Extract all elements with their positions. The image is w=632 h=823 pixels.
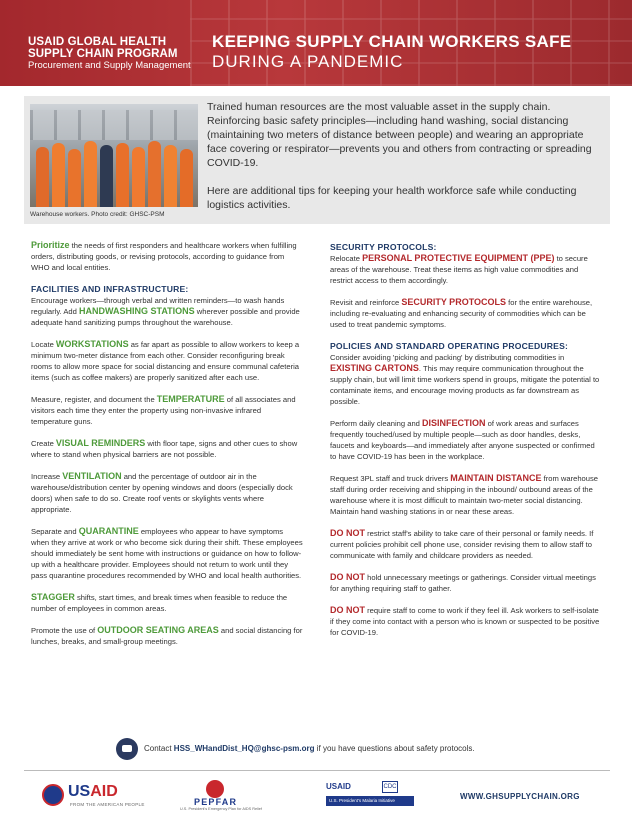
chat-bubble-icon <box>116 738 138 760</box>
existing-cartons-paragraph: Consider avoiding 'picking and packing' by distributing commodities in EXISTING CARTONS. This may require communication throughout the supply chain, but will limit time workers spend in groups, mitigate the potential to contaminate items, and encourage moving products as far downstream as possible. <box>330 353 600 406</box>
maintain-distance-paragraph: Request 3PL staff and truck drivers MAINTAIN DISTANCE from warehouse staff during order receiving and shipping in the inbound/ outbound areas of the warehouse where it is most difficult to maintain two-meter social distancing. Maintain hand washing stations in or near these areas. <box>330 473 599 516</box>
usaid-logo: USAID FROM THE AMERICAN PEOPLE <box>42 784 152 810</box>
security-heading: SECURITY PROTOCOLS: <box>330 242 437 252</box>
org-name-line1: USAID GLOBAL HEALTH <box>28 36 167 48</box>
pmi-logo: USAID CDC U.S. President's Malaria Initiative <box>326 782 422 810</box>
do-not-require-paragraph: DO NOT require staff to come to work if they feel ill. Ask workers to self-isolate if they come into contact with a person who is known or suspected to be positive for COVID-19. <box>330 605 600 637</box>
warehouse-workers-photo <box>30 104 198 207</box>
org-name-line2: SUPPLY CHAIN PROGRAM <box>28 48 178 60</box>
temperature-paragraph: Measure, register, and document the TEMPERATURE of all associates and visitors each time they enter the property using non-invasive infrared temperature guns. <box>31 394 296 426</box>
intro-text <box>207 100 603 212</box>
website-link[interactable]: WWW.GHSUPPLYCHAIN.ORG <box>460 792 580 801</box>
handwashing-paragraph: Encourage workers—through verbal and written reminders—to wash hands regularly. Add HANDWASHING STATIONS wherever possible and provide adequate hand sanitizing pumps throughout the warehouse. <box>31 296 300 327</box>
header-banner <box>0 0 632 86</box>
disinfection-paragraph: Perform daily cleaning and DISINFECTION of work areas and surfaces frequently touched/used by multiple people—such as door handles, desks, faucets and keyboards—and immediately after anyone suspected or confirmed to have COVID-19 has been in the workplace. <box>330 418 595 461</box>
photo-caption: Warehouse workers. Photo credit: GHSC-PSM <box>30 211 165 218</box>
right-column <box>330 240 602 649</box>
policies-heading: POLICIES AND STANDARD OPERATING PROCEDURES: <box>330 341 569 351</box>
page-subtitle: DURING A PANDEMIC <box>212 52 404 71</box>
footer-divider <box>24 770 610 771</box>
quarantine-paragraph: Separate and QUARANTINE employees who appear to have symptoms when they arrive at work or who become sick during their shift. These employees should immediately be sent home with instructions or guidance on how to follow-up with a healthcare provider. Employees should not return to work until they pass quarantine procedures recommended by WHO and local health authorities. <box>31 526 303 580</box>
pepfar-logo: PEPFAR U.S. President's Emergency Plan for AIDS Relief <box>180 780 290 810</box>
intro-paragraph-1: Trained human resources are the most valuable asset in the supply chain. Reinforcing basic safety principles—including hand washing, social distancing (maintaining two meters of distance between people) and wearing an appropriate face covering or respirator—prevents you and others from contracting or spreading COVID-19. <box>207 101 592 169</box>
do-not-meet-paragraph: DO NOT hold unnecessary meetings or gatherings. Consider virtual meetings for anything requiring staff to gather. <box>330 572 596 593</box>
ventilation-paragraph: Increase VENTILATION and the percentage of outdoor air in the warehouse/distribution center by opening windows and doors (especially dock doors) when safe to do so. Create roof vents or skylights vents where appropriate. <box>31 471 293 514</box>
prioritize-paragraph: Prioritize the needs of first responders and healthcare workers when fulfilling orders, distributing goods, or revising protocols, according to guidance from WHO and local entities. <box>31 240 297 272</box>
security-protocols-paragraph: Revisit and reinforce SECURITY PROTOCOLS for the entire warehouse, including re-evaluating and enhancing security of commodities which can be used to treat pandemic symptoms. <box>330 297 593 329</box>
do-not-restrict-paragraph: DO NOT restrict staff's ability to take care of their personal or family needs. If current policies prohibit cell phone use, consider revising them to allow staff to communicate with family and childcare providers as needed. <box>330 528 594 560</box>
page-title: KEEPING SUPPLY CHAIN WORKERS SAFE <box>212 32 572 51</box>
visual-reminders-paragraph: Create VISUAL REMINDERS with floor tape, signs and other cues to show where to stand when physical barriers are not possible. <box>31 438 298 459</box>
workstations-paragraph: Locate WORKSTATIONS as far apart as possible to allow workers to keep a minimum two-meter distance from each other. Consider reconfiguring break rooms to allow more space for social distancing and ensure communal cafeteria items (such as coffee makers) are properly sanitized after each use. <box>31 339 300 382</box>
contact-email-link[interactable]: HSS_WHandDist_HQ@ghsc-psm.org <box>173 744 315 753</box>
intro-paragraph-2: Here are additional tips for keeping your health workforce safe while conducting logistics activities. <box>207 185 577 211</box>
contact-line: Contact HSS_WHandDist_HQ@ghsc-psm.org if you have questions about safety protocols. <box>144 744 475 753</box>
pepfar-logo-icon <box>206 780 224 798</box>
org-name-line3: Procurement and Supply Management <box>28 60 191 71</box>
ppe-paragraph: Relocate PERSONAL PROTECTIVE EQUIPMENT (PPE) to secure areas of the warehouse. Treat these items as high value commodities and restrict access to them accordingly. <box>330 253 588 285</box>
outdoor-seating-paragraph: Promote the use of OUTDOOR SEATING AREAS and social distancing for lunches, breaks, and small-group meetings. <box>31 625 303 646</box>
facilities-heading: FACILITIES AND INFRASTRUCTURE: <box>31 284 189 294</box>
left-column <box>31 240 303 658</box>
usaid-seal-icon <box>42 784 64 806</box>
stagger-paragraph: STAGGER shifts, start times, and break times when feasible to reduce the number of employees in common areas. <box>31 592 288 613</box>
